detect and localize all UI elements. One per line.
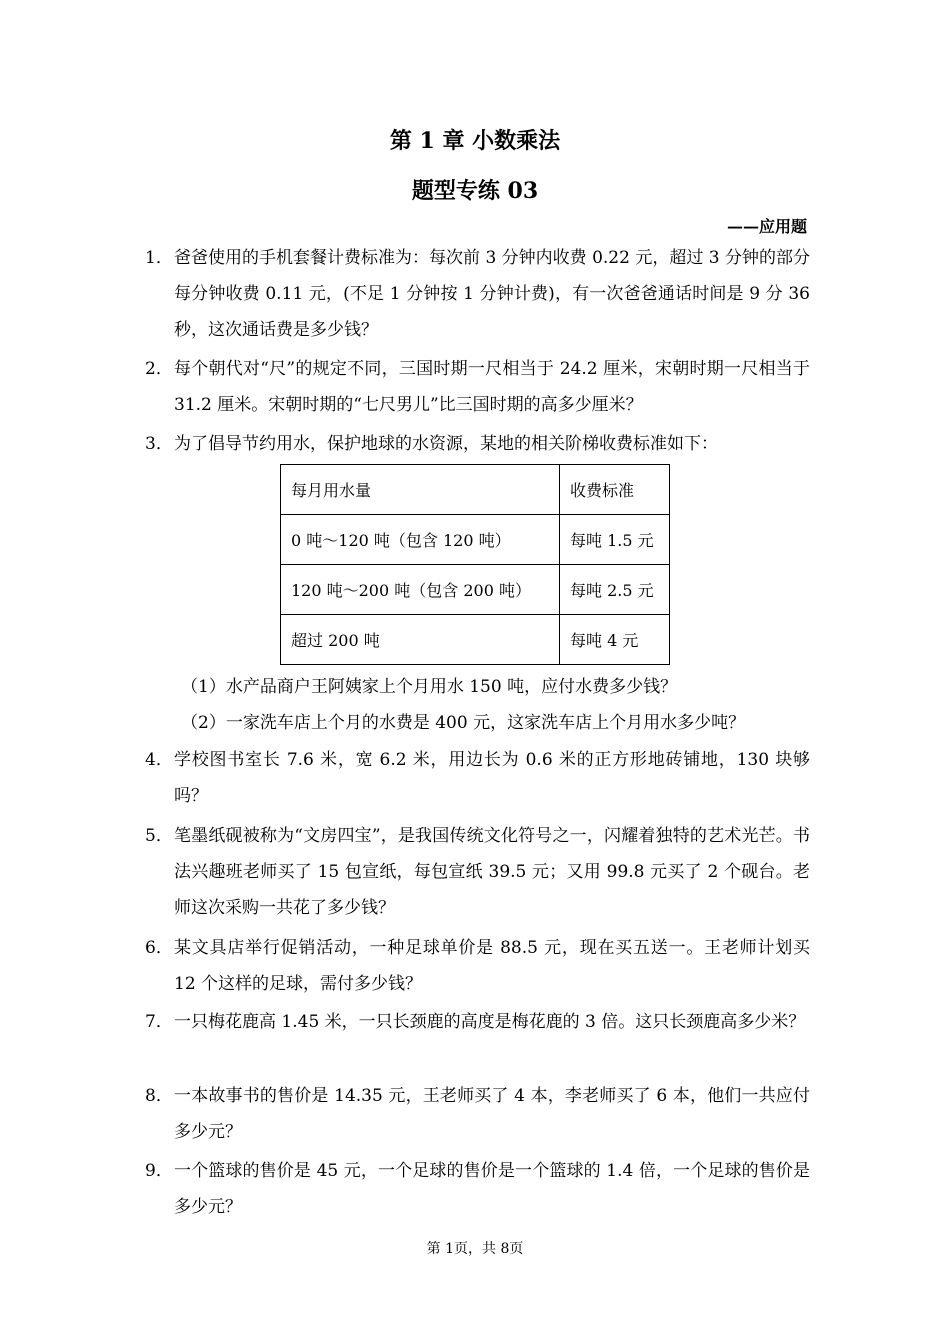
- table-cell: 每吨 2.5 元: [560, 565, 670, 615]
- question-3-part-2: （2）一家洗车店上个月的水费是 400 元，这家洗车店上个月用水多少吨？: [181, 713, 746, 733]
- table-cell: 每吨 4 元: [560, 615, 670, 665]
- question-text: 一个篮球的售价是 45 元，一个足球的售价是一个篮球的 1.4 倍，一个足球的售价是多少元？: [174, 1161, 810, 1217]
- question-text: 笔墨纸砚被称为“文房四宝”，是我国传统文化符号之一，闪耀着独特的艺术光芒。书法兴趣班老师买了 15 包宣纸，每包宣纸 39.5 元；又用 99.8 元买了 2 个砚台。老师这次采购一共花了多少钱？: [174, 826, 810, 918]
- table-row: [281, 565, 670, 615]
- question-3-part-1: （1）水产品商户王阿姨家上个月用水 150 吨，应付水费多少钱？: [181, 677, 678, 697]
- question-number: 4．: [145, 750, 173, 770]
- question-4: [145, 742, 810, 814]
- question-text: 爸爸使用的手机套餐计费标准为：每次前 3 分钟内收费 0.22 元，超过 3 分钟的部分每分钟收费 0.11 元，(不足 1 分钟按 1 分钟计费)，有一次爸爸通话时间是 9 分 36 秒，这次通话费是多少钱？: [174, 248, 810, 340]
- question-1: [145, 240, 810, 348]
- table-row: [281, 515, 670, 565]
- question-5: [145, 818, 810, 926]
- question-number: 6．: [145, 938, 173, 958]
- question-number: 3．: [145, 434, 173, 454]
- question-text: 每个朝代对“尺”的规定不同，三国时期一尺相当于 24.2 厘米，宋朝时期一尺相当于 31.2 厘米。宋朝时期的“七尺男儿”比三国时期的高多少厘米？: [174, 359, 810, 415]
- question-2: [145, 351, 810, 423]
- question-6: [145, 930, 810, 1002]
- water-fee-table: [280, 464, 670, 665]
- table-cell: 超过 200 吨: [281, 615, 560, 665]
- page-footer: 第 1页，共 8页: [426, 1241, 524, 1257]
- table-header-cell: 收费标准: [560, 465, 670, 515]
- question-7: [145, 1004, 810, 1040]
- table-cell: 每吨 1.5 元: [560, 515, 670, 565]
- question-number: 1．: [145, 248, 173, 268]
- table-header-cell: 每月用水量: [281, 465, 560, 515]
- question-number: 9．: [145, 1161, 173, 1181]
- question-8: [145, 1078, 810, 1150]
- chapter-title: 第 1 章 小数乘法: [389, 128, 561, 154]
- question-text: 一本故事书的售价是 14.35 元，王老师买了 4 本，李老师买了 6 本，他们一共应付多少元？: [174, 1086, 810, 1142]
- table-cell: 0 吨～120 吨（包含 120 吨）: [281, 515, 560, 565]
- question-text: 为了倡导节约用水，保护地球的水资源，某地的相关阶梯收费标准如下：: [174, 434, 718, 454]
- table-header-row: [281, 465, 670, 515]
- question-number: 8．: [145, 1086, 173, 1106]
- question-9: [145, 1153, 810, 1225]
- question-text: 学校图书室长 7.6 米，宽 6.2 米，用边长为 0.6 米的正方形地砖铺地，130 块够吗？: [174, 750, 810, 806]
- table-cell: 120 吨～200 吨（包含 200 吨）: [281, 565, 560, 615]
- question-text: 一只梅花鹿高 1.45 米，一只长颈鹿的高度是梅花鹿的 3 倍。这只长颈鹿高多少米？: [174, 1012, 806, 1032]
- section-title: 题型专练 03: [411, 178, 539, 204]
- table-row: [281, 615, 670, 665]
- question-number: 7．: [145, 1012, 173, 1032]
- question-number: 5．: [145, 826, 173, 846]
- question-number: 2．: [145, 359, 173, 379]
- section-subtitle: ——应用题: [726, 217, 807, 236]
- question-text: 某文具店举行促销活动，一种足球单价是 88.5 元，现在买五送一。王老师计划买 12 个这样的足球，需付多少钱？: [174, 938, 810, 994]
- question-3: [145, 426, 810, 462]
